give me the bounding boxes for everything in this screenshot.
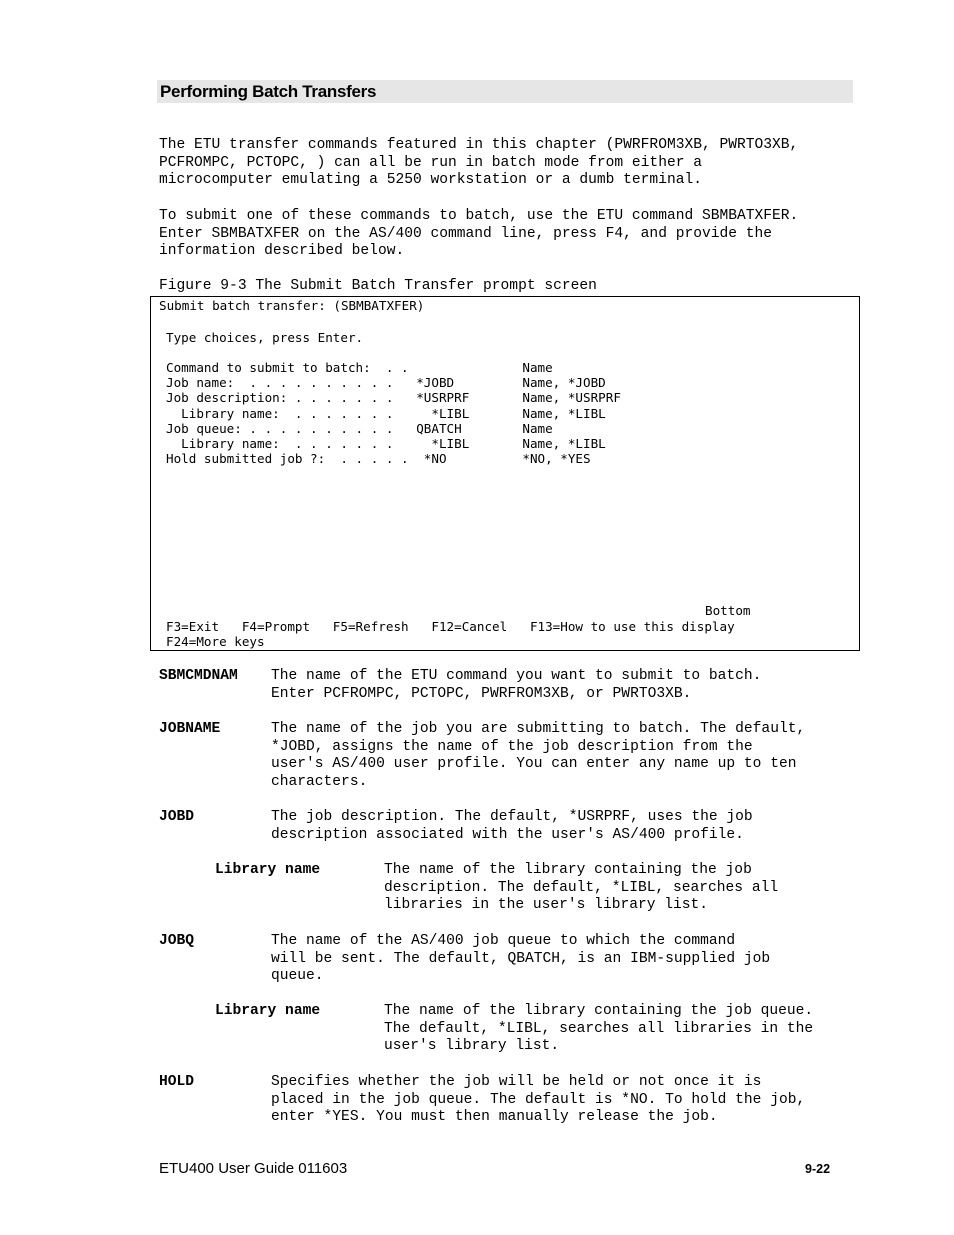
footer-doc-title: ETU400 User Guide 011603 <box>159 1160 348 1177</box>
param-description: The job description. The default, *USRPRF, uses the job description associated with the user's AS/400 profile. <box>271 809 753 843</box>
param-term: SBMCMDNAM <box>159 668 238 684</box>
param-description: The name of the AS/400 job queue to which the command will be sent. The default, QBATCH, is an IBM-supplied job queue. <box>271 933 771 985</box>
param-description: The name of the ETU command you want to submit to batch. Enter PCFROMPC, PCTOPC, PWRFROM3XB, or PWRTO3XB. <box>271 668 762 702</box>
screen-bottom-indicator: Bottom <box>705 603 751 618</box>
param-description: Specifies whether the job will be held or not once it is placed in the job queue. The default is *NO. To hold the job, enter *YES. You must then manually release the job. <box>271 1074 806 1126</box>
page-title: Performing Batch Transfers <box>157 80 853 103</box>
param-term: JOBNAME <box>159 721 221 737</box>
param-description: The name of the library containing the job description. The default, *LIBL, searches all libraries in the user's library list. <box>384 862 779 914</box>
intro-paragraph-2: To submit one of these commands to batch, use the ETU command SBMBATXFER. Enter SBMBATXFER on the AS/400 command line, press F4, and provide the information described below. <box>159 208 799 260</box>
footer-page-number: 9-22 <box>805 1162 831 1176</box>
screen-title: Submit batch transfer: (SBMBATXFER) <box>159 298 425 313</box>
terminal-screen <box>150 296 860 651</box>
param-term: JOBQ <box>159 933 195 949</box>
screen-function-keys: F3=Exit F4=Prompt F5=Refresh F12=Cancel F13=How to use this display F24=More keys <box>166 619 735 650</box>
intro-paragraph-1: The ETU transfer commands featured in this chapter (PWRFROM3XB, PWRTO3XB, PCFROMPC, PCTOPC, ) can all be run in batch mode from either a microcomputer emulating a 5250 workstation or a dumb terminal. <box>159 137 799 189</box>
param-term: HOLD <box>159 1074 195 1090</box>
param-term: JOBD <box>159 809 195 825</box>
param-term: Library name <box>215 1003 321 1019</box>
param-description: The name of the library containing the job queue. The default, *LIBL, searches all libraries in the user's library list. <box>384 1003 814 1055</box>
param-description: The name of the job you are submitting to batch. The default, *JOBD, assigns the name of the job description from the user's AS/400 user profile. You can enter any name up to ten characters. <box>271 721 806 790</box>
param-term: Library name <box>215 862 321 878</box>
screen-fields: Command to submit to batch: . . Name Job name: . . . . . . . . . . *JOBD Name, *JOBD Job description: . . . . . . . *USRPRF Name, *USRPRF Library name: . . . . . . . *LIBL Name, *LIBL Job queue: . . . . . . . . . . QBATCH Name Library name: . . . . . . . *LIBL Name, *LIBL Hold submitted job ?: . . . . . *NO *NO, *YES <box>166 360 621 467</box>
screen-instruction: Type choices, press Enter. <box>166 330 364 345</box>
figure-caption: Figure 9-3 The Submit Batch Transfer prompt screen <box>159 278 597 294</box>
